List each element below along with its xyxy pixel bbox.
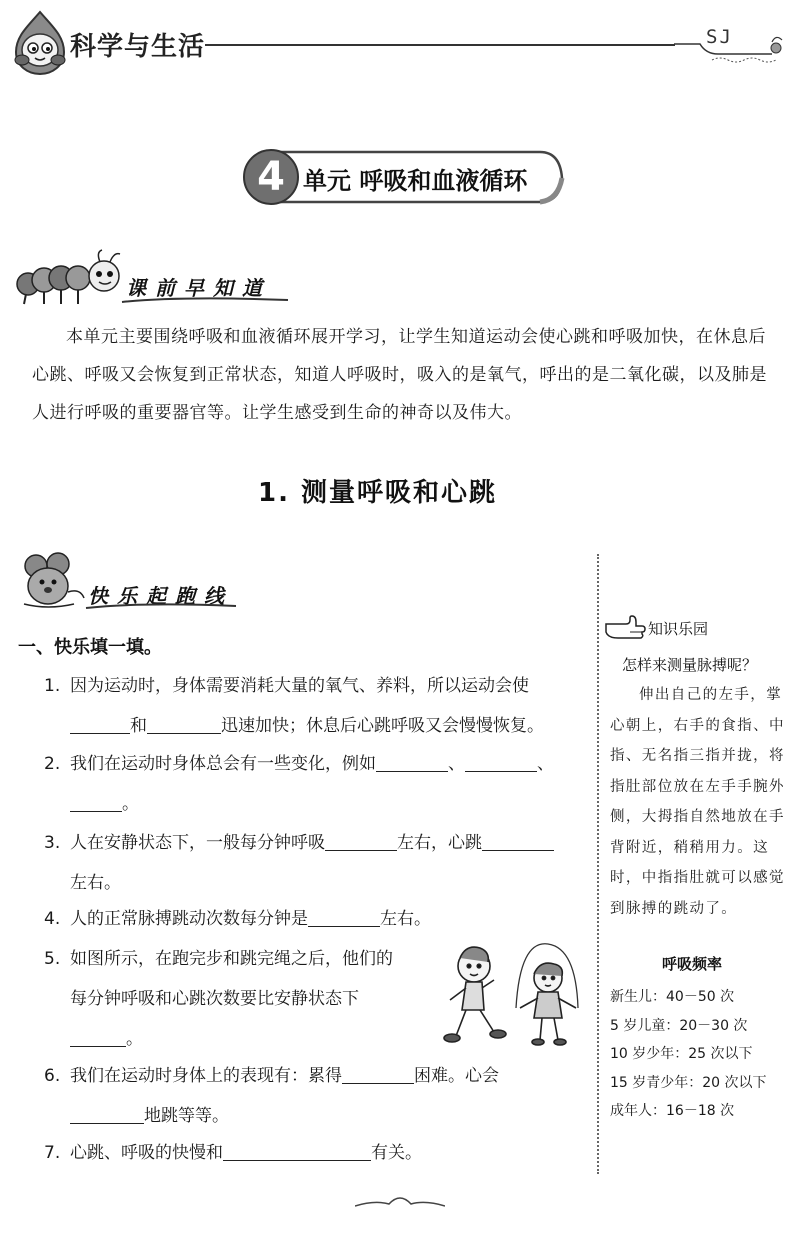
- question-number: 6.: [44, 1066, 61, 1086]
- question-number: 3.: [44, 833, 61, 853]
- breathing-rate-item: 15 岁青少年：20 次以下: [610, 1074, 767, 1091]
- column-divider: [597, 554, 599, 1174]
- breathing-rate-item: 新生儿：40－50 次: [610, 989, 735, 1005]
- answer-blank[interactable]: [70, 714, 130, 734]
- question-number: 5.: [44, 949, 61, 969]
- breathing-rate-title: 呼吸频率: [662, 955, 723, 973]
- question-1: 1. 因为运动时，身体需要消耗大量的氧气、养料，所以运动会使 和 迅速加快；休息后心跳呼吸又会慢慢恢复。: [44, 673, 592, 739]
- preview-title-underline: [120, 296, 290, 306]
- answer-blank[interactable]: [325, 831, 397, 851]
- answer-blank[interactable]: [376, 752, 448, 772]
- answer-blank[interactable]: [482, 831, 554, 851]
- mascot-icon: [8, 8, 72, 78]
- practice-title-underline: [84, 602, 238, 612]
- header-code: SJ: [706, 26, 733, 48]
- answer-blank[interactable]: [70, 1104, 144, 1124]
- header-rule: [205, 44, 675, 46]
- preview-title: 课前早知道: [126, 276, 271, 300]
- page-number-ornament: [355, 1192, 445, 1212]
- practice-title: 快乐起跑线: [88, 584, 233, 608]
- exercise-heading: 一、快乐填一填。: [18, 637, 162, 658]
- answer-blank[interactable]: [70, 1027, 126, 1047]
- answer-blank[interactable]: [308, 907, 380, 927]
- answer-blank[interactable]: [70, 792, 122, 812]
- header-title: 科学与生活: [70, 32, 206, 62]
- answer-blank[interactable]: [465, 752, 537, 772]
- question-6: 6. 我们在运动时身体上的表现有：累得 困难。心会 地跳等等。: [44, 1063, 592, 1129]
- breathing-rate-item: 成年人：16－18 次: [610, 1103, 735, 1119]
- unit-number: 4: [257, 154, 285, 200]
- question-4: 4. 人的正常脉搏跳动次数每分钟是 左右。: [44, 906, 592, 932]
- question-2: 2. 我们在运动时身体总会有一些变化，例如 、 、 。: [44, 751, 592, 817]
- breathing-rate-item: 10 岁少年：25 次以下: [610, 1046, 753, 1062]
- lesson-title: 1. 测量呼吸和心跳: [258, 478, 498, 508]
- breathing-rate-item: 5 岁儿童：20－30 次: [610, 1017, 748, 1034]
- caterpillar-icon: [14, 248, 124, 308]
- answer-blank[interactable]: [223, 1141, 371, 1161]
- knowledge-corner-text: 伸出自己的左手，掌心朝上，右手的食指、中指、无名指三指并拢，将指肚部位放在左手手腕外侧，大拇指自然地放在手背附近，稍稍用力。这时，中指指肚就可以感觉到脉搏的跳动了。: [610, 687, 785, 917]
- question-number: 7.: [44, 1143, 61, 1163]
- question-3: 3. 人在安静状态下，一般每分钟呼吸 左右，心跳 左右。: [44, 830, 592, 896]
- unit-label: 单元 呼吸和血液循环: [303, 167, 528, 195]
- pointing-hand-icon: [604, 614, 646, 642]
- question-number: 2.: [44, 754, 61, 774]
- mouse-icon: [14, 552, 88, 610]
- question-number: 4.: [44, 909, 61, 929]
- knowledge-corner-question: 怎样来测量脉搏呢？: [622, 656, 758, 674]
- question-7: 7. 心跳、呼吸的快慢和 有关。: [44, 1140, 592, 1166]
- breathing-rate-list: [610, 983, 767, 1126]
- children-exercising-illustration: [436, 940, 586, 1052]
- question-number: 1.: [44, 676, 61, 696]
- answer-blank[interactable]: [342, 1064, 414, 1084]
- answer-blank[interactable]: [147, 714, 221, 734]
- question-5: 5. 如图所示，在跑完步和跳完绳之后，他们的 每分钟呼吸和心跳次数要比安静状态下 。: [44, 946, 444, 1052]
- preview-text: 本单元主要围绕呼吸和血液循环展开学习，让学生知道运动会使心跳和呼吸加快，在休息后心跳、呼吸又会恢复到正常状态，知道人呼吸时，吸入的是氧气，呼出的是二氧化碳，以及肺是人进行呼吸的重要器官等。让学生感受到生命的神奇以及伟大。: [32, 327, 767, 423]
- knowledge-corner-heading: 知识乐园: [648, 620, 709, 638]
